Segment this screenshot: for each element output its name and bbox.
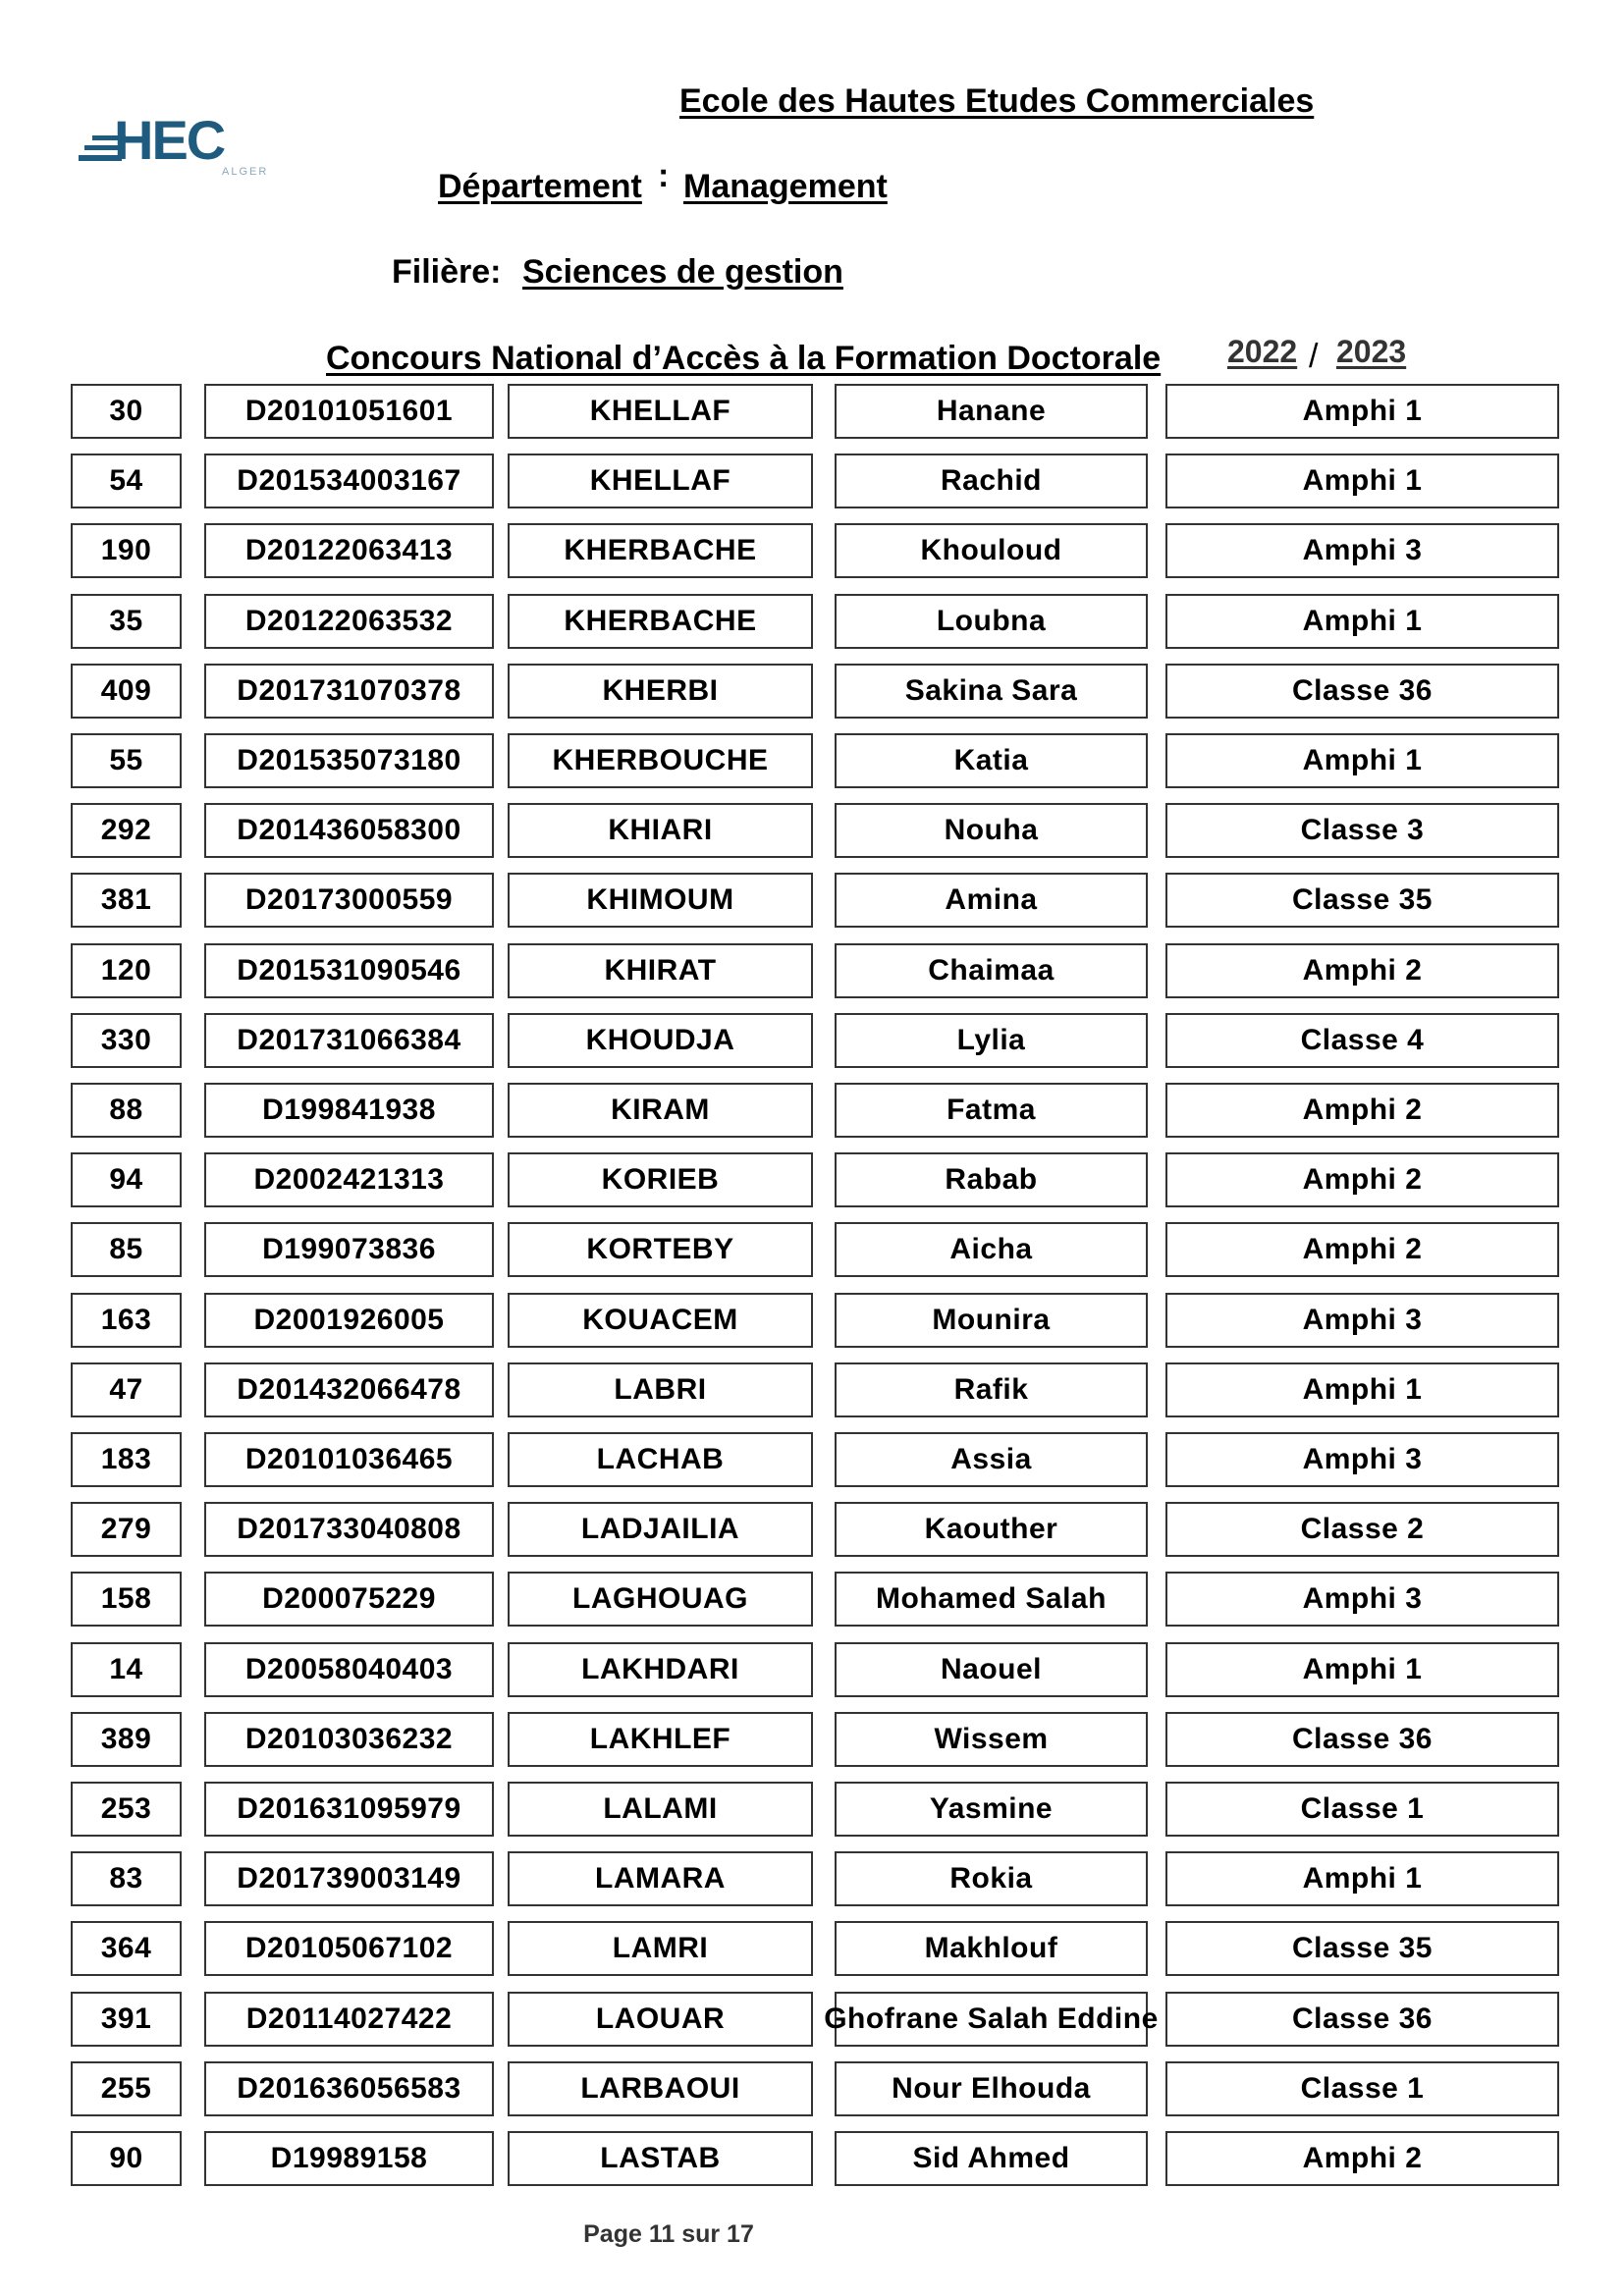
last-name-cell: KHELLAF — [508, 384, 813, 439]
table-row — [0, 1782, 1623, 1837]
department-colon: : — [658, 157, 670, 194]
first-name-cell: Chaimaa — [835, 943, 1148, 998]
first-name-cell: Lylia — [835, 1013, 1148, 1068]
concours-title: Concours National d’Accès à la Formation Doctorale — [326, 340, 1162, 377]
room-cell: Classe 36 — [1165, 1992, 1559, 2047]
first-name-cell: Yasmine — [835, 1782, 1148, 1837]
room-cell: Amphi 3 — [1165, 1432, 1559, 1487]
room-cell: Amphi 2 — [1165, 1152, 1559, 1207]
last-name-cell: KHERBACHE — [508, 523, 813, 578]
table-row — [0, 943, 1623, 998]
candidate-id-cell: D201636056583 — [204, 2061, 494, 2116]
filiere-value: Sciences de gestion — [522, 253, 843, 291]
row-number-cell: 158 — [71, 1572, 182, 1627]
first-name-cell: Khouloud — [835, 523, 1148, 578]
last-name-cell: KHELLAF — [508, 454, 813, 508]
candidate-id-cell: D201432066478 — [204, 1362, 494, 1417]
candidate-id-cell: D20101051601 — [204, 384, 494, 439]
table-row — [0, 1712, 1623, 1767]
row-number-cell: 120 — [71, 943, 182, 998]
last-name-cell: KHERBI — [508, 664, 813, 719]
candidate-id-cell: D201731066384 — [204, 1013, 494, 1068]
room-cell: Amphi 3 — [1165, 1293, 1559, 1348]
room-cell: Amphi 1 — [1165, 1851, 1559, 1906]
candidate-id-cell: D20122063532 — [204, 594, 494, 649]
first-name-cell: Nouha — [835, 803, 1148, 858]
room-cell: Amphi 1 — [1165, 1362, 1559, 1417]
table-row — [0, 664, 1623, 719]
row-number-cell: 253 — [71, 1782, 182, 1837]
school-name: Ecole des Hautes Etudes Commerciales — [679, 82, 1315, 120]
last-name-cell: LADJAILIA — [508, 1502, 813, 1557]
last-name-cell: LALAMI — [508, 1782, 813, 1837]
row-number-cell: 35 — [71, 594, 182, 649]
last-name-cell: KHERBACHE — [508, 594, 813, 649]
candidate-id-cell: D20103036232 — [204, 1712, 494, 1767]
first-name-cell: Naouel — [835, 1642, 1148, 1697]
table-row — [0, 2131, 1623, 2186]
row-number-cell: 94 — [71, 1152, 182, 1207]
first-name-cell: Rafik — [835, 1362, 1148, 1417]
logo-text: HEC — [114, 109, 225, 171]
row-number-cell: 190 — [71, 523, 182, 578]
first-name-cell: Ghofrane Salah Eddine — [835, 1992, 1148, 2047]
first-name-cell: Fatma — [835, 1083, 1148, 1138]
table-row — [0, 1992, 1623, 2047]
room-cell: Amphi 1 — [1165, 384, 1559, 439]
last-name-cell: KHIRAT — [508, 943, 813, 998]
page-number: Page 11 sur 17 — [583, 2220, 754, 2248]
row-number-cell: 54 — [71, 454, 182, 508]
room-cell: Amphi 3 — [1165, 1572, 1559, 1627]
filiere-label: Filière: — [392, 253, 502, 291]
first-name-cell: Loubna — [835, 594, 1148, 649]
first-name-cell: Nour Elhouda — [835, 2061, 1148, 2116]
table-row — [0, 1642, 1623, 1697]
candidate-id-cell: D20101036465 — [204, 1432, 494, 1487]
last-name-cell: KHIARI — [508, 803, 813, 858]
row-number-cell: 163 — [71, 1293, 182, 1348]
table-row — [0, 1013, 1623, 1068]
room-cell: Classe 36 — [1165, 1712, 1559, 1767]
last-name-cell: LAMRI — [508, 1921, 813, 1976]
first-name-cell: Kaouther — [835, 1502, 1148, 1557]
last-name-cell: KOUACEM — [508, 1293, 813, 1348]
last-name-cell: LABRI — [508, 1362, 813, 1417]
table-row — [0, 1222, 1623, 1277]
candidate-id-cell: D201733040808 — [204, 1502, 494, 1557]
room-cell: Amphi 1 — [1165, 1642, 1559, 1697]
table-row — [0, 1502, 1623, 1557]
table-row — [0, 1921, 1623, 1976]
department-value: Management — [683, 168, 888, 205]
row-number-cell: 330 — [71, 1013, 182, 1068]
last-name-cell: LAKHDARI — [508, 1642, 813, 1697]
row-number-cell: 88 — [71, 1083, 182, 1138]
candidate-id-cell: D20058040403 — [204, 1642, 494, 1697]
candidate-id-cell: D201531090546 — [204, 943, 494, 998]
last-name-cell: LASTAB — [508, 2131, 813, 2186]
room-cell: Classe 35 — [1165, 1921, 1559, 1976]
candidate-id-cell: D201535073180 — [204, 733, 494, 788]
row-number-cell: 279 — [71, 1502, 182, 1557]
last-name-cell: LAOUAR — [508, 1992, 813, 2047]
room-cell: Classe 35 — [1165, 873, 1559, 928]
row-number-cell: 85 — [71, 1222, 182, 1277]
table-row — [0, 384, 1623, 439]
last-name-cell: LARBAOUI — [508, 2061, 813, 2116]
table-row — [0, 2061, 1623, 2116]
year-end: 2023 — [1336, 334, 1407, 369]
last-name-cell: LAKHLEF — [508, 1712, 813, 1767]
room-cell: Classe 1 — [1165, 1782, 1559, 1837]
last-name-cell: LAGHOUAG — [508, 1572, 813, 1627]
candidate-id-cell: D199073836 — [204, 1222, 494, 1277]
last-name-cell: LAMARA — [508, 1851, 813, 1906]
row-number-cell: 14 — [71, 1642, 182, 1697]
row-number-cell: 90 — [71, 2131, 182, 2186]
candidate-id-cell: D19989158 — [204, 2131, 494, 2186]
candidate-id-cell: D200075229 — [204, 1572, 494, 1627]
logo-subtext: ALGER — [222, 166, 269, 178]
table-row — [0, 594, 1623, 649]
first-name-cell: Sakina Sara — [835, 664, 1148, 719]
first-name-cell: Sid Ahmed — [835, 2131, 1148, 2186]
table-row — [0, 454, 1623, 508]
room-cell: Amphi 1 — [1165, 733, 1559, 788]
department-label: Département — [438, 168, 642, 205]
room-cell: Classe 2 — [1165, 1502, 1559, 1557]
table-row — [0, 733, 1623, 788]
candidate-id-cell: D20122063413 — [204, 523, 494, 578]
room-cell: Amphi 2 — [1165, 1222, 1559, 1277]
row-number-cell: 409 — [71, 664, 182, 719]
first-name-cell: Wissem — [835, 1712, 1148, 1767]
table-row — [0, 1572, 1623, 1627]
table-row — [0, 1152, 1623, 1207]
last-name-cell: KIRAM — [508, 1083, 813, 1138]
first-name-cell: Rachid — [835, 454, 1148, 508]
first-name-cell: Katia — [835, 733, 1148, 788]
year-start: 2022 — [1227, 334, 1298, 369]
room-cell: Classe 36 — [1165, 664, 1559, 719]
candidate-id-cell: D20173000559 — [204, 873, 494, 928]
last-name-cell: KORTEBY — [508, 1222, 813, 1277]
room-cell: Amphi 3 — [1165, 523, 1559, 578]
room-cell: Classe 1 — [1165, 2061, 1559, 2116]
row-number-cell: 391 — [71, 1992, 182, 2047]
room-cell: Amphi 2 — [1165, 2131, 1559, 2186]
first-name-cell: Rokia — [835, 1851, 1148, 1906]
candidate-id-cell: D2002421313 — [204, 1152, 494, 1207]
first-name-cell: Hanane — [835, 384, 1148, 439]
table-row — [0, 1851, 1623, 1906]
candidate-id-cell: D201739003149 — [204, 1851, 494, 1906]
table-row — [0, 1083, 1623, 1138]
last-name-cell: KORIEB — [508, 1152, 813, 1207]
first-name-cell: Assia — [835, 1432, 1148, 1487]
candidate-id-cell: D201731070378 — [204, 664, 494, 719]
candidate-id-cell: D199841938 — [204, 1083, 494, 1138]
row-number-cell: 364 — [71, 1921, 182, 1976]
candidate-id-cell: D20114027422 — [204, 1992, 494, 2047]
table-row — [0, 803, 1623, 858]
table-row — [0, 523, 1623, 578]
room-cell: Classe 4 — [1165, 1013, 1559, 1068]
room-cell: Amphi 1 — [1165, 454, 1559, 508]
room-cell: Classe 3 — [1165, 803, 1559, 858]
table-row — [0, 1293, 1623, 1348]
last-name-cell: LACHAB — [508, 1432, 813, 1487]
table-row — [0, 1432, 1623, 1487]
last-name-cell: KHOUDJA — [508, 1013, 813, 1068]
year-separator: / — [1309, 338, 1319, 375]
first-name-cell: Makhlouf — [835, 1921, 1148, 1976]
row-number-cell: 389 — [71, 1712, 182, 1767]
row-number-cell: 381 — [71, 873, 182, 928]
row-number-cell: 183 — [71, 1432, 182, 1487]
first-name-cell: Amina — [835, 873, 1148, 928]
row-number-cell: 292 — [71, 803, 182, 858]
last-name-cell: KHERBOUCHE — [508, 733, 813, 788]
first-name-cell: Aicha — [835, 1222, 1148, 1277]
table-row — [0, 1362, 1623, 1417]
first-name-cell: Mounira — [835, 1293, 1148, 1348]
candidate-id-cell: D2001926005 — [204, 1293, 494, 1348]
candidate-id-cell: D201534003167 — [204, 454, 494, 508]
room-cell: Amphi 2 — [1165, 1083, 1559, 1138]
room-cell: Amphi 2 — [1165, 943, 1559, 998]
row-number-cell: 83 — [71, 1851, 182, 1906]
candidate-id-cell: D201436058300 — [204, 803, 494, 858]
table-row — [0, 873, 1623, 928]
row-number-cell: 255 — [71, 2061, 182, 2116]
room-cell: Amphi 1 — [1165, 594, 1559, 649]
first-name-cell: Mohamed Salah — [835, 1572, 1148, 1627]
row-number-cell: 55 — [71, 733, 182, 788]
first-name-cell: Rabab — [835, 1152, 1148, 1207]
candidate-id-cell: D20105067102 — [204, 1921, 494, 1976]
last-name-cell: KHIMOUM — [508, 873, 813, 928]
candidate-id-cell: D201631095979 — [204, 1782, 494, 1837]
row-number-cell: 47 — [71, 1362, 182, 1417]
row-number-cell: 30 — [71, 384, 182, 439]
